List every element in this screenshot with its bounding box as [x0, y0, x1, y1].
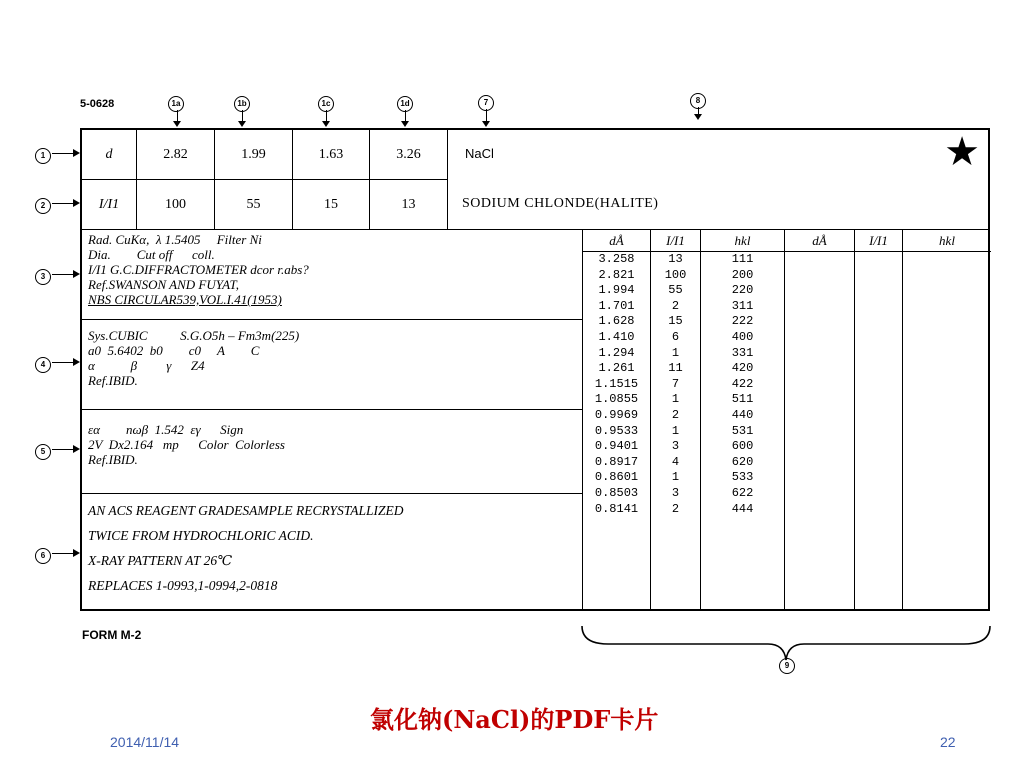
d-spacing-value: 0.8917	[594, 454, 639, 469]
intensity-value: 7	[671, 376, 680, 391]
intensity-value: 3	[671, 439, 680, 454]
callout-left-5: 5	[35, 441, 51, 460]
sec6-line4: REPLACES 1-0993,1-0994,2-0818	[88, 578, 278, 593]
hkl-value: 420	[731, 361, 754, 376]
sec3-line5: NBS CIRCULAR539,VOL.I.41(1953)	[88, 292, 282, 307]
sec5-line3: Ref.IBID.	[88, 452, 138, 467]
d-spacing-value: 1.1515	[594, 376, 639, 391]
callout-7-arrow	[482, 121, 490, 127]
callout-left-1-line	[52, 153, 74, 154]
row2-value-1c: 15	[293, 180, 370, 230]
hkl-value: 331	[731, 345, 754, 360]
d-spacing-value: 0.9401	[594, 439, 639, 454]
d-spacing-value: 2.821	[598, 267, 635, 282]
callout-left-1: 1	[35, 145, 51, 164]
intensity-value: 11	[668, 361, 683, 376]
hkl-value: 311	[731, 298, 754, 313]
row2-value-1b: 55	[215, 180, 293, 230]
column-d	[583, 252, 651, 611]
column-intensity	[651, 252, 701, 611]
row2-value-1a: 100	[137, 180, 215, 230]
callout-left-6-arrow	[73, 549, 80, 557]
callout-left-6: 6	[35, 545, 51, 564]
callout-1b-arrow	[238, 121, 246, 127]
intensity-value: 2	[671, 407, 680, 422]
intensity-value: 4	[671, 454, 680, 469]
d-spacing-value: 0.8601	[594, 470, 639, 485]
callout-left-2-line	[52, 203, 74, 204]
callout-left-4-line	[52, 362, 74, 363]
callout-1d-arrow	[401, 121, 409, 127]
callout-1c: 1c	[318, 93, 334, 112]
row2-value-1d: 13	[370, 180, 448, 230]
section-3-experiment	[82, 230, 582, 320]
row1-value-1b: 1.99	[215, 130, 293, 180]
callout-left-5-line	[52, 449, 74, 450]
callout-left-2-arrow	[73, 199, 80, 207]
intensity-value: 1	[671, 470, 680, 485]
intensity-value: 1	[671, 423, 680, 438]
column-hkl	[701, 252, 785, 611]
sec5-line1: εα nωβ 1.542 εγ Sign	[88, 422, 244, 437]
hkl-value: 422	[731, 376, 754, 391]
intensity-value: 2	[671, 298, 680, 313]
hkl-value: 511	[731, 392, 754, 407]
footer-page-number: 22	[940, 734, 956, 750]
d-spacing-value: 1.994	[598, 283, 635, 298]
callout-8-arrow	[694, 114, 702, 120]
callout-8: 8	[690, 90, 706, 109]
callout-1d: 1d	[397, 93, 413, 112]
callout-left-3-arrow	[73, 270, 80, 278]
th-i-1: I/I1	[651, 230, 701, 252]
callout-left-4-arrow	[73, 358, 80, 366]
intensity-value: 13	[668, 252, 683, 266]
sec3-line3: I/I1 G.C.DIFFRACTOMETER dcor r.abs?	[88, 262, 309, 277]
callout-left-3-line	[52, 274, 74, 275]
column-d-2	[785, 252, 855, 611]
d-spacing-value: 1.0855	[594, 392, 639, 407]
th-hkl-2: hkl	[903, 230, 991, 252]
sec6-line3: X-RAY PATTERN AT 26℃	[88, 553, 233, 568]
callout-7: 7	[478, 92, 494, 111]
th-d-1: dÅ	[583, 230, 651, 252]
row2-label: I/I1	[82, 180, 137, 230]
intensity-value: 55	[668, 283, 683, 298]
sec4-line2: a0 5.6402 b0 c0 A C	[88, 343, 260, 358]
callout-left-3: 3	[35, 266, 51, 285]
footer-date: 2014/11/14	[110, 734, 180, 750]
callout-1b: 1b	[234, 93, 250, 112]
callout-1a-arrow	[173, 121, 181, 127]
d-spacing-value: 1.261	[598, 361, 635, 376]
row1-value-1d: 3.26	[370, 130, 448, 180]
sec6-line1: AN ACS REAGENT GRADESAMPLE RECRYSTALLIZED	[88, 503, 404, 518]
d-spacing-value: 1.294	[598, 345, 635, 360]
hkl-value: 533	[731, 470, 754, 485]
callout-left-6-line	[52, 553, 74, 554]
hkl-value: 620	[731, 454, 754, 469]
th-d-2: dÅ	[785, 230, 855, 252]
intensity-value: 100	[664, 267, 687, 282]
section-6-remarks	[82, 494, 582, 611]
d-spacing-value: 1.628	[598, 314, 635, 329]
d-spacing-value: 0.9533	[594, 423, 639, 438]
d-spacing-value: 1.410	[598, 329, 635, 344]
th-hkl-1: hkl	[701, 230, 785, 252]
hkl-value: 440	[731, 407, 754, 422]
d-spacing-value: 3.258	[598, 252, 635, 266]
pdf-card	[80, 128, 990, 611]
callout-left-5-arrow	[73, 445, 80, 453]
d-spacing-value: 0.8503	[594, 485, 639, 500]
section-4-crystallography	[82, 320, 582, 410]
hkl-value: 220	[731, 283, 754, 298]
row1-label: d	[82, 130, 137, 180]
section-5-optical	[82, 410, 582, 494]
sec4-line1: Sys.CUBIC S.G.O5h – Fm3m(225)	[88, 328, 300, 343]
sec3-line4: Ref.SWANSON AND FUYAT,	[88, 277, 240, 292]
hkl-value: 444	[731, 501, 754, 516]
chemical-name: SODIUM CHLONDE(HALITE)	[462, 196, 659, 211]
sec3-line2: Dia. Cut off coll.	[88, 247, 215, 262]
d-spacing-value: 0.8141	[594, 501, 639, 516]
sec4-line4: Ref.IBID.	[88, 373, 138, 388]
quality-star-icon: ★	[944, 129, 980, 174]
card-id: 5-0628	[80, 98, 115, 110]
hkl-value: 111	[731, 252, 754, 266]
callout-1c-arrow	[322, 121, 330, 127]
hkl-value: 600	[731, 439, 754, 454]
callout-left-1-arrow	[73, 149, 80, 157]
intensity-value: 6	[671, 329, 680, 344]
hkl-value: 400	[731, 329, 754, 344]
hkl-value: 200	[731, 267, 754, 282]
callout-left-4: 4	[35, 354, 51, 373]
row1-value-1a: 2.82	[137, 130, 215, 180]
form-label: FORM M-2	[82, 628, 142, 642]
sec4-line3: α β γ Z4	[88, 358, 205, 373]
column-intensity-2	[855, 252, 903, 611]
intensity-value: 3	[671, 485, 680, 500]
callout-1a: 1a	[168, 93, 184, 112]
intensity-value: 1	[671, 345, 680, 360]
intensity-value: 2	[671, 501, 680, 516]
callout-left-2: 2	[35, 195, 51, 214]
sec6-line2: TWICE FROM HYDROCHLORIC ACID.	[88, 528, 314, 543]
d-spacing-value: 1.701	[598, 298, 635, 313]
intensity-value: 1	[671, 392, 680, 407]
hkl-value: 222	[731, 314, 754, 329]
d-spacing-value: 0.9969	[594, 407, 639, 422]
callout-9: 9	[779, 655, 795, 674]
sec5-line2: 2V Dx2.164 mp Color Colorless	[88, 437, 285, 452]
th-i-2: I/I1	[855, 230, 903, 252]
chemical-formula: NaCl	[465, 146, 494, 161]
sec3-line1: Rad. CuKα, λ 1.5405 Filter Ni	[88, 232, 262, 247]
diffraction-table	[582, 230, 991, 611]
hkl-value: 531	[731, 423, 754, 438]
hkl-value: 622	[731, 485, 754, 500]
row1-value-1c: 1.63	[293, 130, 370, 180]
slide-caption: 氯化钠(NaCl)的PDF卡片	[370, 705, 659, 734]
intensity-value: 15	[668, 314, 683, 329]
